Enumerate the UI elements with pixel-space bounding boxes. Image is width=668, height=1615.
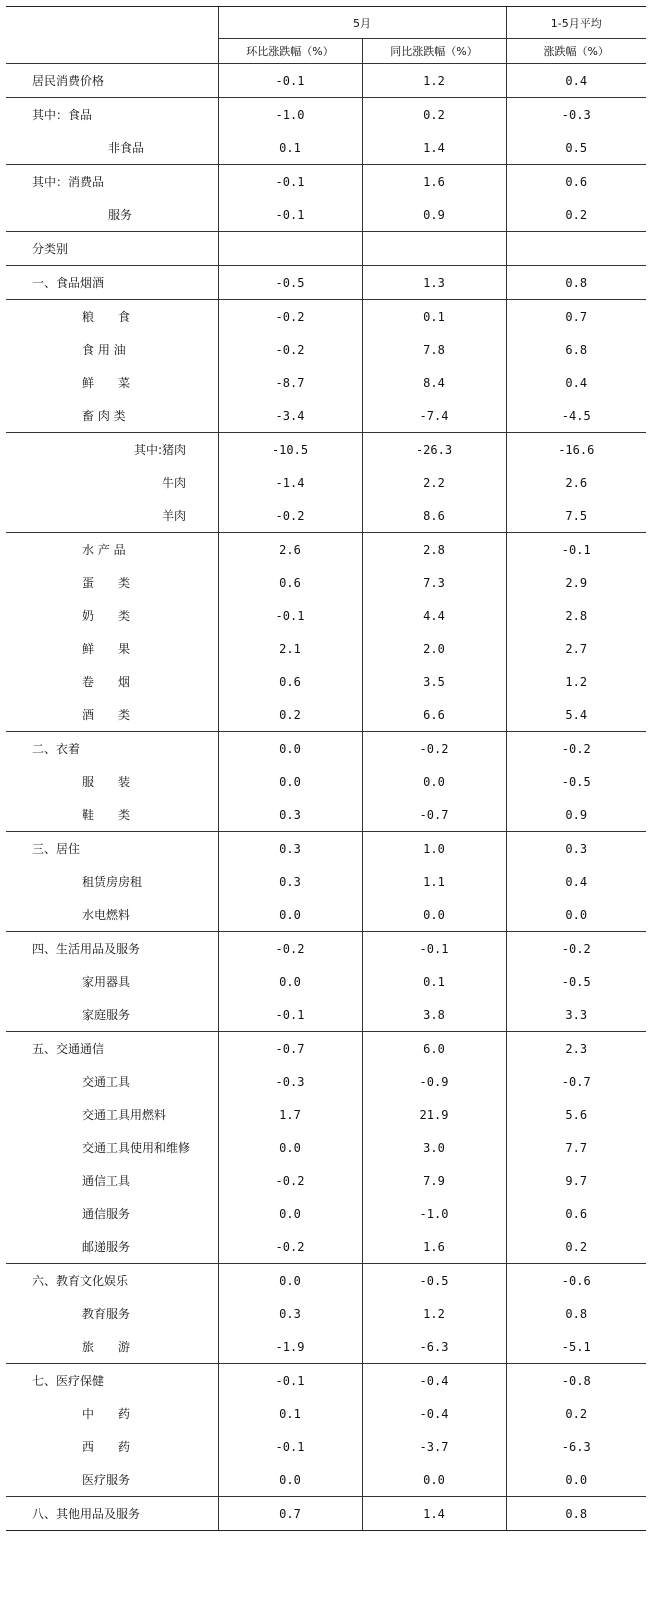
table-row bbox=[6, 798, 646, 832]
cell-avg: 2.7 bbox=[506, 632, 646, 665]
row-label: 酒 类 bbox=[6, 698, 218, 732]
cell-mom: -0.1 bbox=[218, 599, 362, 632]
cell-yoy: 1.3 bbox=[362, 266, 506, 300]
table-row bbox=[6, 1264, 646, 1298]
table-row bbox=[6, 165, 646, 199]
cell-avg: -0.2 bbox=[506, 732, 646, 766]
row-label: 中 药 bbox=[6, 1397, 218, 1430]
row-label: 旅 游 bbox=[6, 1330, 218, 1364]
cell-avg: 0.2 bbox=[506, 1230, 646, 1264]
row-label: 医疗服务 bbox=[6, 1463, 218, 1497]
cell-yoy: 3.0 bbox=[362, 1131, 506, 1164]
row-label: 其中：消费品 bbox=[6, 165, 218, 199]
table-row bbox=[6, 1230, 646, 1264]
cell-avg: 0.0 bbox=[506, 898, 646, 932]
row-label: 家用器具 bbox=[6, 965, 218, 998]
table-row bbox=[6, 1397, 646, 1430]
cell-mom: 0.1 bbox=[218, 131, 362, 165]
table-row bbox=[6, 131, 646, 165]
cell-avg: 2.9 bbox=[506, 566, 646, 599]
cell-avg: 7.7 bbox=[506, 1131, 646, 1164]
cell-yoy: 1.0 bbox=[362, 832, 506, 866]
table-row bbox=[6, 1032, 646, 1066]
table-row bbox=[6, 64, 646, 98]
cell-yoy: 21.9 bbox=[362, 1098, 506, 1131]
cell-yoy: -0.4 bbox=[362, 1397, 506, 1430]
cpi-table bbox=[6, 6, 646, 1531]
header-col-yoy: 同比涨跌幅（%） bbox=[362, 39, 506, 64]
cell-mom: 0.1 bbox=[218, 1397, 362, 1430]
cell-mom: -0.2 bbox=[218, 1164, 362, 1197]
table-row bbox=[6, 932, 646, 966]
cell-avg: 0.2 bbox=[506, 1397, 646, 1430]
cell-mom: -0.2 bbox=[218, 1230, 362, 1264]
cell-yoy: 1.2 bbox=[362, 64, 506, 98]
cell-avg: -16.6 bbox=[506, 433, 646, 467]
cell-mom: 0.2 bbox=[218, 698, 362, 732]
cell-mom: 1.7 bbox=[218, 1098, 362, 1131]
cell-avg: 6.8 bbox=[506, 333, 646, 366]
cell-mom: -0.2 bbox=[218, 333, 362, 366]
cell-avg: 0.2 bbox=[506, 198, 646, 232]
cell-mom: -0.3 bbox=[218, 1065, 362, 1098]
cell-avg: 0.5 bbox=[506, 131, 646, 165]
table-row bbox=[6, 865, 646, 898]
table-row bbox=[6, 1497, 646, 1531]
cell-avg: 2.3 bbox=[506, 1032, 646, 1066]
cell-mom: -3.4 bbox=[218, 399, 362, 433]
cell-mom: 0.0 bbox=[218, 1131, 362, 1164]
cell-mom: 0.0 bbox=[218, 732, 362, 766]
table-row bbox=[6, 1297, 646, 1330]
cell-mom: 0.3 bbox=[218, 832, 362, 866]
cell-avg: 0.6 bbox=[506, 1197, 646, 1230]
cell-yoy: 1.2 bbox=[362, 1297, 506, 1330]
cell-yoy: 1.6 bbox=[362, 165, 506, 199]
cell-mom: -8.7 bbox=[218, 366, 362, 399]
row-label: 西 药 bbox=[6, 1430, 218, 1463]
row-label: 牛肉 bbox=[6, 466, 218, 499]
cell-yoy: -1.0 bbox=[362, 1197, 506, 1230]
table-row bbox=[6, 632, 646, 665]
cell-yoy: 0.0 bbox=[362, 1463, 506, 1497]
row-label: 四、生活用品及服务 bbox=[6, 932, 218, 966]
header-group-month: 5月 bbox=[218, 7, 506, 39]
cell-yoy: 0.1 bbox=[362, 965, 506, 998]
cell-avg: 0.4 bbox=[506, 64, 646, 98]
cell-mom: -0.1 bbox=[218, 1364, 362, 1398]
cell-yoy: 1.4 bbox=[362, 1497, 506, 1531]
cell-yoy: 0.1 bbox=[362, 300, 506, 334]
row-label: 居民消费价格 bbox=[6, 64, 218, 98]
cell-mom: 0.0 bbox=[218, 1264, 362, 1298]
cell-yoy: 3.5 bbox=[362, 665, 506, 698]
table-row bbox=[6, 732, 646, 766]
row-label: 交通工具使用和维修 bbox=[6, 1131, 218, 1164]
cell-avg: 0.8 bbox=[506, 1297, 646, 1330]
cell-mom: 0.0 bbox=[218, 965, 362, 998]
table-row bbox=[6, 232, 646, 266]
cell-mom bbox=[218, 232, 362, 266]
table-row bbox=[6, 665, 646, 698]
cell-avg: -0.3 bbox=[506, 98, 646, 132]
row-label: 鞋 类 bbox=[6, 798, 218, 832]
cell-mom: 0.0 bbox=[218, 898, 362, 932]
cell-avg: 0.0 bbox=[506, 1463, 646, 1497]
table-row bbox=[6, 1098, 646, 1131]
cell-yoy: 0.9 bbox=[362, 198, 506, 232]
cell-yoy: -0.4 bbox=[362, 1364, 506, 1398]
table-row bbox=[6, 1131, 646, 1164]
cell-avg: 9.7 bbox=[506, 1164, 646, 1197]
table-row bbox=[6, 1065, 646, 1098]
row-label: 交通工具 bbox=[6, 1065, 218, 1098]
cell-mom: -0.1 bbox=[218, 1430, 362, 1463]
row-label: 其中:猪肉 bbox=[6, 433, 218, 467]
cell-mom: 2.6 bbox=[218, 533, 362, 567]
row-label: 鲜 果 bbox=[6, 632, 218, 665]
cell-yoy: -0.5 bbox=[362, 1264, 506, 1298]
row-label: 七、医疗保健 bbox=[6, 1364, 218, 1398]
cell-mom: -0.7 bbox=[218, 1032, 362, 1066]
row-label: 家庭服务 bbox=[6, 998, 218, 1032]
row-label: 服 装 bbox=[6, 765, 218, 798]
cell-yoy: -0.2 bbox=[362, 732, 506, 766]
cell-avg: -5.1 bbox=[506, 1330, 646, 1364]
cell-yoy: 7.3 bbox=[362, 566, 506, 599]
header-col-avg: 涨跌幅（%） bbox=[506, 39, 646, 64]
cell-mom: -0.1 bbox=[218, 64, 362, 98]
cell-avg: -0.5 bbox=[506, 765, 646, 798]
cell-avg: 0.8 bbox=[506, 266, 646, 300]
cell-mom: -0.1 bbox=[218, 198, 362, 232]
table-row bbox=[6, 599, 646, 632]
cell-avg: 0.4 bbox=[506, 366, 646, 399]
table-row bbox=[6, 1364, 646, 1398]
cell-mom: -1.9 bbox=[218, 1330, 362, 1364]
cell-avg: -0.6 bbox=[506, 1264, 646, 1298]
row-label: 六、教育文化娱乐 bbox=[6, 1264, 218, 1298]
cell-yoy: -6.3 bbox=[362, 1330, 506, 1364]
table-row bbox=[6, 366, 646, 399]
row-label: 奶 类 bbox=[6, 599, 218, 632]
cell-yoy: 6.6 bbox=[362, 698, 506, 732]
cell-avg: 0.4 bbox=[506, 865, 646, 898]
cell-avg: 0.8 bbox=[506, 1497, 646, 1531]
table-row bbox=[6, 333, 646, 366]
cell-yoy: 6.0 bbox=[362, 1032, 506, 1066]
cell-yoy: -0.7 bbox=[362, 798, 506, 832]
cell-yoy: 7.8 bbox=[362, 333, 506, 366]
row-label: 食 用 油 bbox=[6, 333, 218, 366]
table-row bbox=[6, 98, 646, 132]
row-label: 蛋 类 bbox=[6, 566, 218, 599]
cell-yoy: 7.9 bbox=[362, 1164, 506, 1197]
cell-mom: -0.1 bbox=[218, 165, 362, 199]
cell-yoy: 2.8 bbox=[362, 533, 506, 567]
cell-avg: 0.9 bbox=[506, 798, 646, 832]
cell-yoy: -0.1 bbox=[362, 932, 506, 966]
cell-yoy: -0.9 bbox=[362, 1065, 506, 1098]
table-row bbox=[6, 1430, 646, 1463]
table-row bbox=[6, 832, 646, 866]
cell-avg: -0.8 bbox=[506, 1364, 646, 1398]
table-row bbox=[6, 433, 646, 467]
row-label: 分类别 bbox=[6, 232, 218, 266]
table-row bbox=[6, 1463, 646, 1497]
row-label: 通信工具 bbox=[6, 1164, 218, 1197]
header-group-average: 1-5月平均 bbox=[506, 7, 646, 39]
cell-yoy: 4.4 bbox=[362, 599, 506, 632]
table-row bbox=[6, 198, 646, 232]
header-row-groups bbox=[6, 7, 646, 39]
cell-yoy: -26.3 bbox=[362, 433, 506, 467]
cell-yoy: 0.0 bbox=[362, 765, 506, 798]
cell-mom: 0.6 bbox=[218, 665, 362, 698]
row-label: 非食品 bbox=[6, 131, 218, 165]
table-row bbox=[6, 698, 646, 732]
cell-yoy: -7.4 bbox=[362, 399, 506, 433]
header-col-mom: 环比涨跌幅（%） bbox=[218, 39, 362, 64]
table-row bbox=[6, 898, 646, 932]
cell-avg: 1.2 bbox=[506, 665, 646, 698]
row-label: 畜 肉 类 bbox=[6, 399, 218, 433]
cell-mom: -0.5 bbox=[218, 266, 362, 300]
table-row bbox=[6, 300, 646, 334]
cell-avg: 2.6 bbox=[506, 466, 646, 499]
cell-mom: -10.5 bbox=[218, 433, 362, 467]
row-label: 交通工具用燃料 bbox=[6, 1098, 218, 1131]
cell-mom: 0.0 bbox=[218, 1197, 362, 1230]
cell-mom: 0.3 bbox=[218, 798, 362, 832]
cell-avg: 2.8 bbox=[506, 599, 646, 632]
table-row bbox=[6, 499, 646, 533]
cell-avg: -4.5 bbox=[506, 399, 646, 433]
cell-mom: 0.0 bbox=[218, 765, 362, 798]
table-row bbox=[6, 266, 646, 300]
row-label: 五、交通通信 bbox=[6, 1032, 218, 1066]
header-corner-cell bbox=[6, 7, 218, 64]
cell-avg: -0.5 bbox=[506, 965, 646, 998]
cell-mom: 0.7 bbox=[218, 1497, 362, 1531]
cell-avg: 7.5 bbox=[506, 499, 646, 533]
row-label: 邮递服务 bbox=[6, 1230, 218, 1264]
cell-avg: 0.7 bbox=[506, 300, 646, 334]
table-row bbox=[6, 1164, 646, 1197]
table-row bbox=[6, 466, 646, 499]
row-label: 粮 食 bbox=[6, 300, 218, 334]
cell-mom: -1.0 bbox=[218, 98, 362, 132]
row-label: 二、衣着 bbox=[6, 732, 218, 766]
cell-yoy: 2.0 bbox=[362, 632, 506, 665]
cell-mom: -0.1 bbox=[218, 998, 362, 1032]
cell-avg: 5.4 bbox=[506, 698, 646, 732]
cell-avg: -6.3 bbox=[506, 1430, 646, 1463]
cell-yoy: 1.1 bbox=[362, 865, 506, 898]
cell-avg: 3.3 bbox=[506, 998, 646, 1032]
table-row bbox=[6, 566, 646, 599]
cell-mom: 0.0 bbox=[218, 1463, 362, 1497]
cell-avg: 0.3 bbox=[506, 832, 646, 866]
row-label: 三、居住 bbox=[6, 832, 218, 866]
row-label: 水 产 品 bbox=[6, 533, 218, 567]
row-label: 租赁房房租 bbox=[6, 865, 218, 898]
cell-mom: 2.1 bbox=[218, 632, 362, 665]
cell-mom: 0.6 bbox=[218, 566, 362, 599]
row-label: 鲜 菜 bbox=[6, 366, 218, 399]
row-label: 羊肉 bbox=[6, 499, 218, 533]
cell-yoy: 8.6 bbox=[362, 499, 506, 533]
cell-mom: -0.2 bbox=[218, 499, 362, 533]
table-row bbox=[6, 998, 646, 1032]
row-label: 其中：食品 bbox=[6, 98, 218, 132]
cell-yoy: 1.6 bbox=[362, 1230, 506, 1264]
cell-yoy: 2.2 bbox=[362, 466, 506, 499]
cell-avg: -0.7 bbox=[506, 1065, 646, 1098]
cell-avg: 0.6 bbox=[506, 165, 646, 199]
cell-mom: 0.3 bbox=[218, 865, 362, 898]
table-row bbox=[6, 399, 646, 433]
row-label: 服务 bbox=[6, 198, 218, 232]
row-label: 水电燃料 bbox=[6, 898, 218, 932]
cell-yoy: -3.7 bbox=[362, 1430, 506, 1463]
table-row bbox=[6, 533, 646, 567]
table-body bbox=[6, 64, 646, 1531]
table-row bbox=[6, 1197, 646, 1230]
cell-yoy: 0.0 bbox=[362, 898, 506, 932]
cell-mom: -1.4 bbox=[218, 466, 362, 499]
cell-yoy: 1.4 bbox=[362, 131, 506, 165]
cell-mom: 0.3 bbox=[218, 1297, 362, 1330]
table-row bbox=[6, 965, 646, 998]
cell-avg: -0.2 bbox=[506, 932, 646, 966]
cell-avg: 5.6 bbox=[506, 1098, 646, 1131]
cell-yoy: 0.2 bbox=[362, 98, 506, 132]
row-label: 教育服务 bbox=[6, 1297, 218, 1330]
table-row bbox=[6, 765, 646, 798]
row-label: 八、其他用品及服务 bbox=[6, 1497, 218, 1531]
row-label: 一、食品烟酒 bbox=[6, 266, 218, 300]
cell-avg bbox=[506, 232, 646, 266]
cell-yoy: 8.4 bbox=[362, 366, 506, 399]
cell-mom: -0.2 bbox=[218, 932, 362, 966]
cell-mom: -0.2 bbox=[218, 300, 362, 334]
cell-yoy bbox=[362, 232, 506, 266]
table-row bbox=[6, 1330, 646, 1364]
row-label: 通信服务 bbox=[6, 1197, 218, 1230]
cell-avg: -0.1 bbox=[506, 533, 646, 567]
row-label: 卷 烟 bbox=[6, 665, 218, 698]
cell-yoy: 3.8 bbox=[362, 998, 506, 1032]
